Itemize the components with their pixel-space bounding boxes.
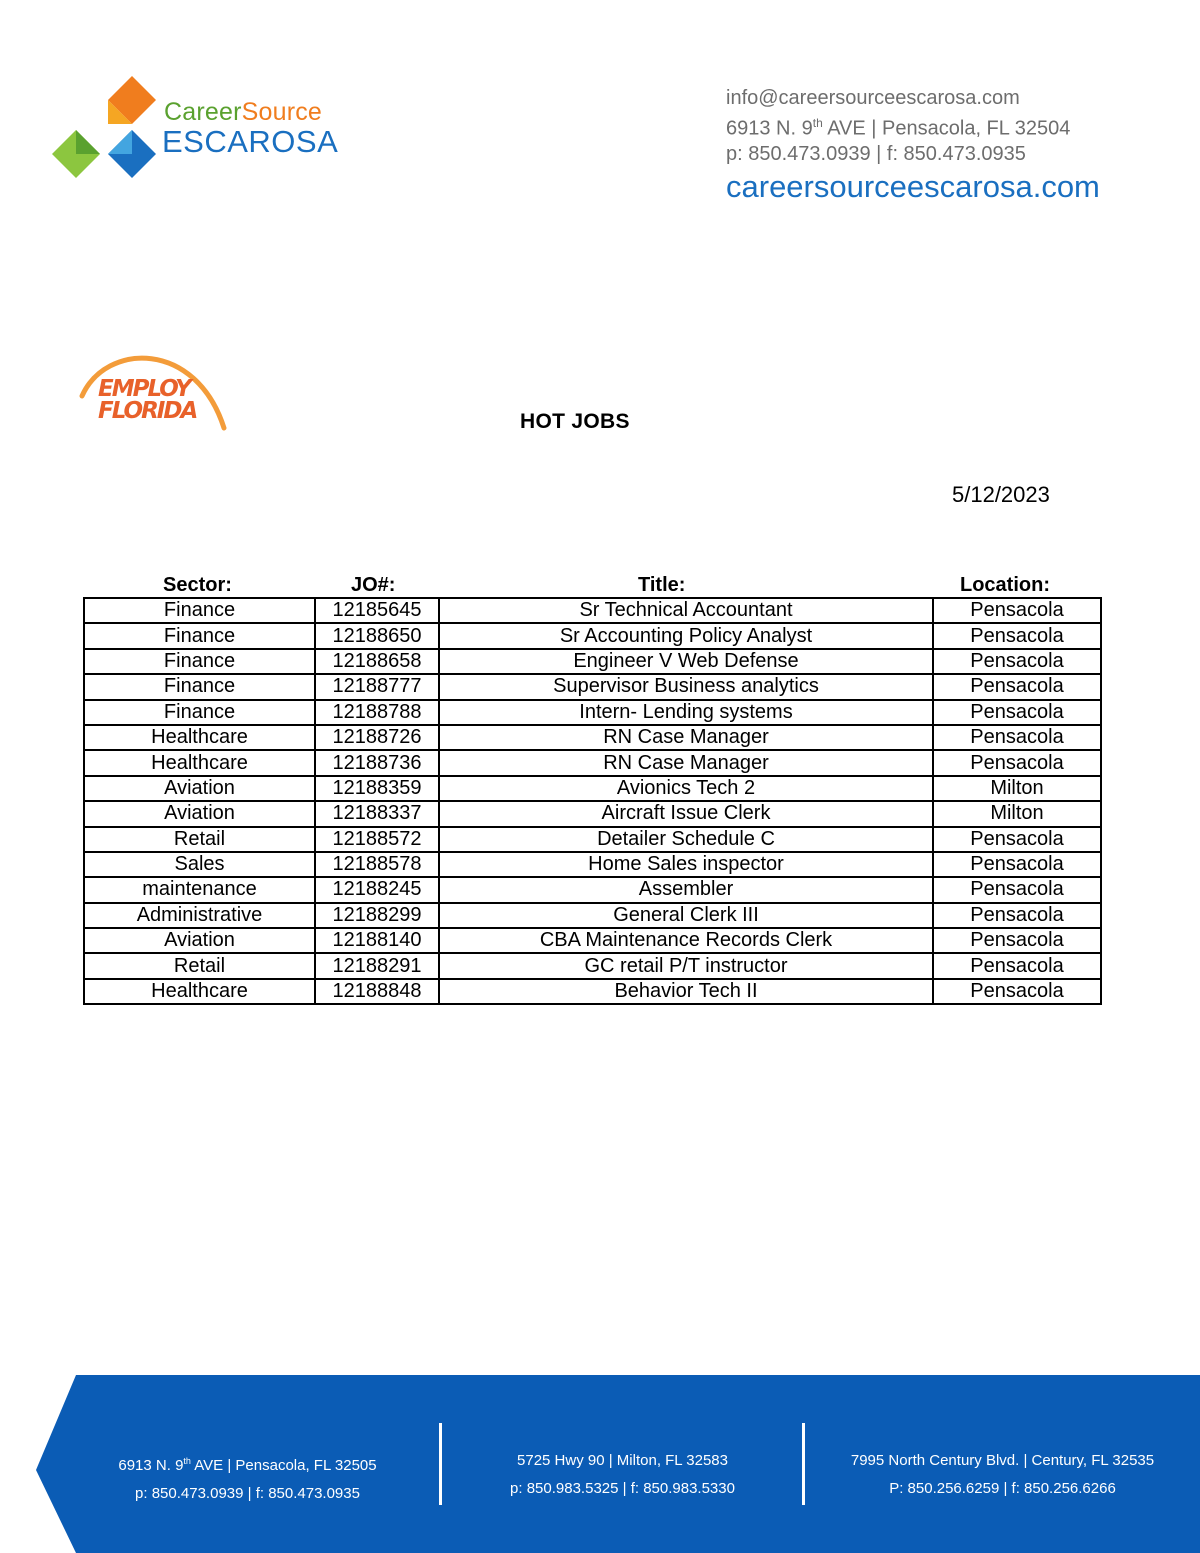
cell-jo-number: 12188291 (315, 953, 439, 978)
cell-title: Detailer Schedule C (439, 827, 933, 852)
florida-text: FLORIDA (98, 398, 197, 424)
cell-location: Pensacola (933, 623, 1101, 648)
cell-title: Assembler (439, 877, 933, 902)
table-row (84, 877, 1101, 902)
table-row (84, 725, 1101, 750)
cell-jo-number: 12188650 (315, 623, 439, 648)
cell-jo-number: 12188736 (315, 750, 439, 775)
cell-jo-number: 12188140 (315, 928, 439, 953)
cell-title: General Clerk III (439, 903, 933, 928)
cell-jo-number: 12188245 (315, 877, 439, 902)
header-sector: Sector: (163, 574, 232, 596)
cell-title: RN Case Manager (439, 725, 933, 750)
table-row (84, 827, 1101, 852)
cell-sector: Healthcare (84, 750, 315, 775)
cell-jo-number: 12188788 (315, 700, 439, 725)
cell-jo-number: 12188578 (315, 852, 439, 877)
employ-florida-logo (76, 346, 228, 434)
cell-title: Behavior Tech II (439, 979, 933, 1004)
cell-sector: Healthcare (84, 725, 315, 750)
cell-jo-number: 12188337 (315, 801, 439, 826)
logo-escarosa-text: ESCAROSA (162, 124, 339, 159)
table-row (84, 801, 1101, 826)
cell-sector: Healthcare (84, 979, 315, 1004)
cell-title: Sr Technical Accountant (439, 598, 933, 623)
jobs-table (83, 597, 1102, 1005)
cell-location: Pensacola (933, 725, 1101, 750)
header-jo-number: JO#: (351, 574, 396, 596)
logo-careersource-text: CareerSource (164, 98, 323, 126)
cell-title: Avionics Tech 2 (439, 776, 933, 801)
header-location: Location: (960, 574, 1050, 596)
cell-jo-number: 12188359 (315, 776, 439, 801)
table-row (84, 598, 1101, 623)
cell-sector: Aviation (84, 776, 315, 801)
document-date: 5/12/2023 (952, 482, 1050, 507)
cell-location: Pensacola (933, 953, 1101, 978)
cell-location: Pensacola (933, 903, 1101, 928)
footer-divider (802, 1423, 805, 1505)
header-title: Title: (638, 574, 686, 596)
employ-text: EMPLOY (98, 376, 190, 402)
cell-jo-number: 12188299 (315, 903, 439, 928)
careersource-diamond-icon (50, 72, 170, 184)
table-row (84, 979, 1101, 1004)
cell-location: Pensacola (933, 827, 1101, 852)
cell-location: Milton (933, 801, 1101, 826)
cell-title: Aircraft Issue Clerk (439, 801, 933, 826)
cell-sector: Administrative (84, 903, 315, 928)
cell-sector: Aviation (84, 928, 315, 953)
cell-sector: Finance (84, 623, 315, 648)
cell-sector: Finance (84, 598, 315, 623)
cell-sector: Finance (84, 649, 315, 674)
cell-jo-number: 12185645 (315, 598, 439, 623)
contact-address: 6913 N. 9th AVE | Pensacola, FL 32504 (726, 116, 1071, 140)
cell-location: Pensacola (933, 877, 1101, 902)
table-row (84, 928, 1101, 953)
cell-sector: Aviation (84, 801, 315, 826)
footer-pensacola: 6913 N. 9th AVE | Pensacola, FL 32505 p: 850.473.0939 | f: 850.473.0935 (118, 1456, 377, 1502)
cell-sector: Finance (84, 700, 315, 725)
footer (0, 1375, 1200, 1553)
cell-location: Pensacola (933, 674, 1101, 699)
contact-phone: p: 850.473.0939 | f: 850.473.0935 (726, 142, 1026, 165)
cell-sector: Retail (84, 827, 315, 852)
table-row (84, 649, 1101, 674)
table-headers (83, 574, 1100, 598)
cell-location: Pensacola (933, 928, 1101, 953)
footer-milton: 5725 Hwy 90 | Milton, FL 32583 p: 850.983.5325 | f: 850.983.5330 (510, 1452, 735, 1497)
cell-location: Milton (933, 776, 1101, 801)
cell-location: Pensacola (933, 750, 1101, 775)
cell-jo-number: 12188658 (315, 649, 439, 674)
cell-jo-number: 12188848 (315, 979, 439, 1004)
cell-jo-number: 12188777 (315, 674, 439, 699)
table-row (84, 852, 1101, 877)
cell-location: Pensacola (933, 979, 1101, 1004)
table-row (84, 674, 1101, 699)
footer-divider (439, 1423, 442, 1505)
cell-title: GC retail P/T instructor (439, 953, 933, 978)
contact-block (726, 86, 1100, 205)
page-title: HOT JOBS (520, 410, 630, 433)
cell-title: RN Case Manager (439, 750, 933, 775)
table-row (84, 750, 1101, 775)
cell-title: Engineer V Web Defense (439, 649, 933, 674)
table-row (84, 776, 1101, 801)
cell-location: Pensacola (933, 598, 1101, 623)
cell-sector: maintenance (84, 877, 315, 902)
footer-century: 7995 North Century Blvd. | Century, FL 32535 P: 850.256.6259 | f: 850.256.6266 (850, 1452, 1155, 1497)
cell-jo-number: 12188726 (315, 725, 439, 750)
cell-sector: Sales (84, 852, 315, 877)
cell-location: Pensacola (933, 700, 1101, 725)
cell-title: CBA Maintenance Records Clerk (439, 928, 933, 953)
cell-location: Pensacola (933, 649, 1101, 674)
table-row (84, 700, 1101, 725)
contact-email[interactable]: info@careersourceescarosa.com (726, 87, 1020, 109)
table-row (84, 953, 1101, 978)
cell-sector: Retail (84, 953, 315, 978)
table-row (84, 903, 1101, 928)
cell-title: Intern- Lending systems (439, 700, 933, 725)
cell-title: Sr Accounting Policy Analyst (439, 623, 933, 648)
careersource-logo (50, 72, 350, 184)
cell-title: Supervisor Business analytics (439, 674, 933, 699)
cell-title: Home Sales inspector (439, 852, 933, 877)
contact-website[interactable]: careersourceescarosa.com (726, 168, 1100, 204)
cell-jo-number: 12188572 (315, 827, 439, 852)
cell-sector: Finance (84, 674, 315, 699)
table-row (84, 623, 1101, 648)
cell-location: Pensacola (933, 852, 1101, 877)
